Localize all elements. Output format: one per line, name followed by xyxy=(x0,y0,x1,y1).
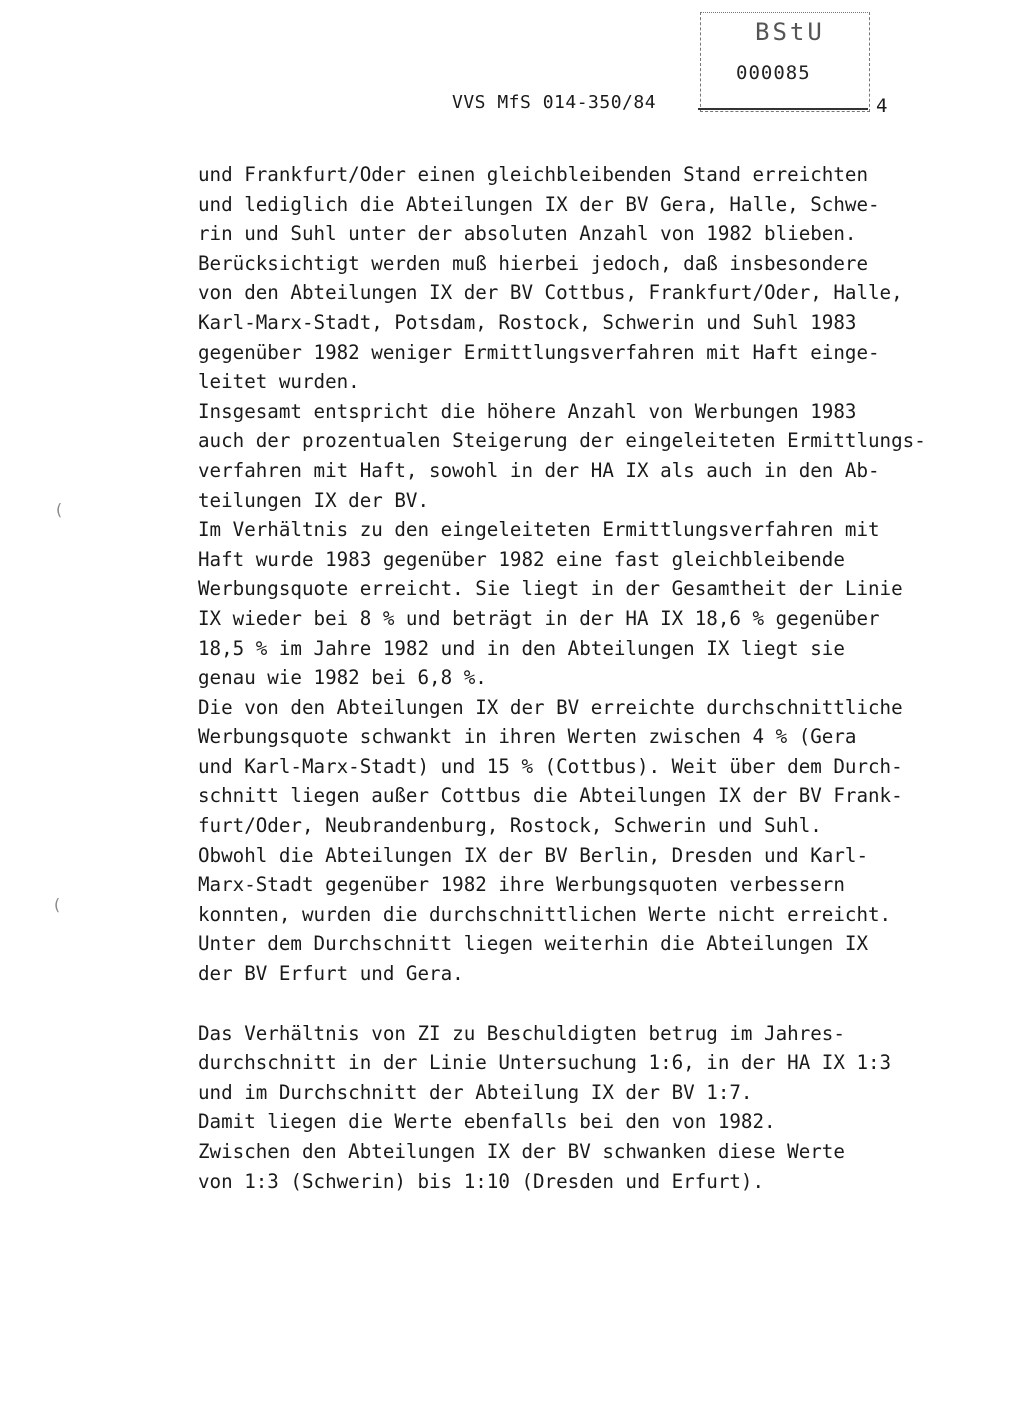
text-line: Haft wurde 1983 gegenüber 1982 eine fast gleichbleibende xyxy=(198,547,845,571)
text-line: Marx-Stadt gegenüber 1982 ihre Werbungsquoten verbessern xyxy=(198,873,845,897)
text-line: und lediglich die Abteilungen IX der BV Gera, Halle, Schwe- xyxy=(198,192,880,216)
margin-mark: ( xyxy=(54,500,64,519)
body-text xyxy=(198,160,988,1196)
paragraph xyxy=(198,397,988,515)
text-line: IX wieder bei 8 % und beträgt in der HA IX 18,6 % gegenüber xyxy=(198,606,880,630)
paragraph xyxy=(198,693,988,989)
text-line: Berücksichtigt werden muß hierbei jedoch, daß insbesondere xyxy=(198,251,869,275)
text-line: Werbungsquote erreicht. Sie liegt in der Gesamtheit der Linie xyxy=(198,577,903,601)
stamp-top-text: BStU xyxy=(755,18,825,46)
text-line: konnten, wurden die durchschnittlichen Werte nicht erreicht. xyxy=(198,902,892,926)
text-line: Das Verhältnis von ZI zu Beschuldigten betrug im Jahres- xyxy=(198,1021,845,1045)
text-line: verfahren mit Haft, sowohl in der HA IX als auch in den Ab- xyxy=(198,458,880,482)
text-line: Im Verhältnis zu den eingeleiteten Ermittlungsverfahren mit xyxy=(198,518,880,542)
text-line: Damit liegen die Werte ebenfalls bei den von 1982. xyxy=(198,1110,776,1134)
stamp-number: 000085 xyxy=(736,62,811,84)
text-line: von 1:3 (Schwerin) bis 1:10 (Dresden und Erfurt). xyxy=(198,1169,765,1193)
text-line: Karl-Marx-Stadt, Potsdam, Rostock, Schwerin und Suhl 1983 xyxy=(198,310,857,334)
paragraph xyxy=(198,160,988,397)
text-line: Die von den Abteilungen IX der BV erreichte durchschnittliche xyxy=(198,695,903,719)
text-line: rin und Suhl unter der absoluten Anzahl von 1982 blieben. xyxy=(198,222,857,246)
text-line: durchschnitt in der Linie Untersuchung 1:6, in der HA IX 1:3 xyxy=(198,1051,892,1075)
text-line: und im Durchschnitt der Abteilung IX der BV 1:7. xyxy=(198,1080,753,1104)
text-line: und Karl-Marx-Stadt) und 15 % (Cottbus). Weit über dem Durch- xyxy=(198,754,903,778)
text-line: schnitt liegen außer Cottbus die Abteilungen IX der BV Frank- xyxy=(198,784,903,808)
margin-mark: ( xyxy=(52,895,62,914)
text-line: teilungen IX der BV. xyxy=(198,488,430,512)
text-line: Insgesamt entspricht die höhere Anzahl von Werbungen 1983 xyxy=(198,399,857,423)
paragraph-gap xyxy=(198,989,988,1019)
text-line: Zwischen den Abteilungen IX der BV schwanken diese Werte xyxy=(198,1140,845,1163)
text-line: und Frankfurt/Oder einen gleichbleibenden Stand erreichten xyxy=(198,163,869,186)
text-line: Werbungsquote schwankt in ihren Werten zwischen 4 % (Gera xyxy=(198,725,857,749)
text-line: von den Abteilungen IX der BV Cottbus, Frankfurt/Oder, Halle, xyxy=(198,281,903,305)
page-number: 4 xyxy=(876,95,888,117)
text-line: 18,5 % im Jahre 1982 und in den Abteilungen IX liegt sie xyxy=(198,636,845,660)
text-line: der BV Erfurt und Gera. xyxy=(198,962,464,986)
text-line: gegenüber 1982 weniger Ermittlungsverfahren mit Haft einge- xyxy=(198,340,880,364)
paragraph xyxy=(198,1019,988,1197)
text-line: Obwohl die Abteilungen IX der BV Berlin, Dresden und Karl- xyxy=(198,843,869,867)
text-line: genau wie 1982 bei 6,8 %. xyxy=(198,666,487,690)
text-line: leitet wurden. xyxy=(198,370,360,394)
text-line: Unter dem Durchschnitt liegen weiterhin die Abteilungen IX xyxy=(198,932,869,956)
text-line: furt/Oder, Neubrandenburg, Rostock, Schwerin und Suhl. xyxy=(198,814,822,838)
stamp-underline xyxy=(698,108,868,110)
text-line: auch der prozentualen Steigerung der eingeleiteten Ermittlungs- xyxy=(198,429,926,453)
document-reference: VVS MfS 014-350/84 xyxy=(452,92,657,113)
paragraph xyxy=(198,515,988,693)
